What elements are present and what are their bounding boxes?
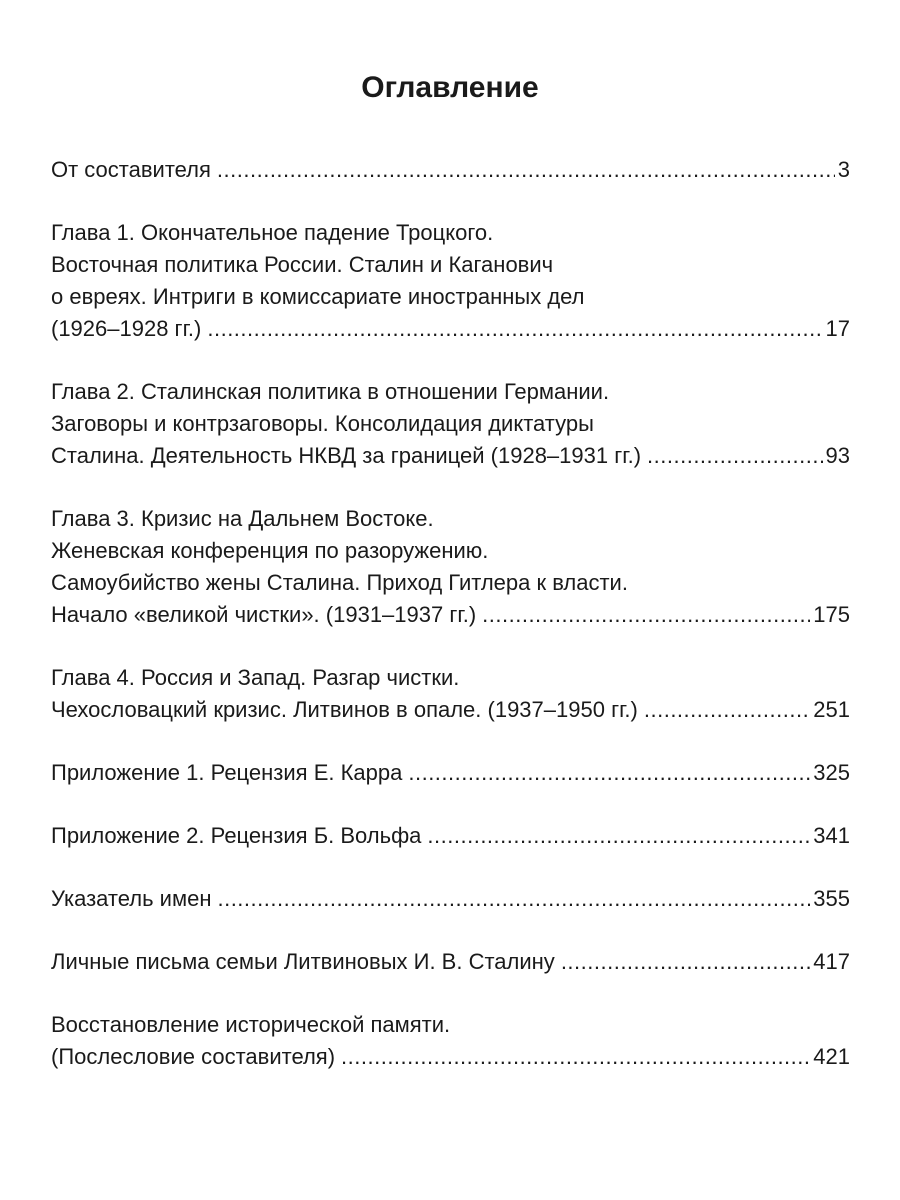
toc-entry[interactable] xyxy=(51,883,850,915)
toc-entry-text: Восточная политика России. Сталин и Каганович xyxy=(51,252,554,277)
toc-entry[interactable] xyxy=(51,1009,850,1073)
toc-entry-text: Восстановление исторической памяти. xyxy=(51,1012,451,1037)
toc-entry-text: Женевская конференция по разоружению. xyxy=(51,538,489,563)
toc-entry-text: Чехословацкий кризис. Литвинов в опале. (1937–1950 гг.) xyxy=(51,697,638,722)
toc-entry-text: о евреях. Интриги в комиссариате иностранных дел xyxy=(51,284,585,309)
toc-entry[interactable] xyxy=(51,154,850,186)
toc-entry-text: (1926–1928 гг.) xyxy=(51,316,202,341)
toc-entry-text: Глава 1. Окончательное падение Троцкого. xyxy=(51,220,494,245)
toc-entry[interactable] xyxy=(51,820,850,852)
toc-entry-last-line xyxy=(51,820,850,852)
toc-entry-text: Приложение 1. Рецензия Е. Карра xyxy=(51,760,403,785)
page-title: Оглавление xyxy=(361,71,539,104)
toc-entry-text: Приложение 2. Рецензия Б. Вольфа xyxy=(51,823,422,848)
toc-page-number: 17 xyxy=(825,316,850,341)
dot-leader xyxy=(561,946,810,978)
toc-entry-text: Личные письма семьи Литвиновых И. В. Сталину xyxy=(51,949,555,974)
toc-entry-text: Глава 2. Сталинская политика в отношении Германии. xyxy=(51,379,610,404)
toc-entry[interactable] xyxy=(51,757,850,789)
dot-leader xyxy=(644,694,810,726)
toc-page-number: 93 xyxy=(825,443,850,468)
toc-entry[interactable] xyxy=(51,217,850,345)
toc-page-number: 417 xyxy=(813,949,850,974)
toc-page-number: 251 xyxy=(813,697,850,722)
toc-entry-last-line xyxy=(51,440,850,472)
dot-leader xyxy=(207,313,822,345)
toc-entry-last-line xyxy=(51,154,850,186)
toc-entry[interactable] xyxy=(51,376,850,472)
toc-entry-text: Глава 4. Россия и Запад. Разгар чистки. xyxy=(51,665,460,690)
toc-entry-text: Начало «великой чистки». (1931–1937 гг.) xyxy=(51,602,477,627)
dot-leader xyxy=(427,820,810,852)
toc-entry-text: Сталина. Деятельность НКВД за границей (1928–1931 гг.) xyxy=(51,443,642,468)
toc-entry-last-line xyxy=(51,694,850,726)
toc-entry-last-line xyxy=(51,599,850,631)
toc-entry-text: Самоубийство жены Сталина. Приход Гитлера к власти. xyxy=(51,570,628,595)
table-of-contents xyxy=(51,154,850,1104)
toc-entry-last-line xyxy=(51,883,850,915)
toc-entry-text: От составителя xyxy=(51,157,211,182)
toc-entry-last-line xyxy=(51,946,850,978)
toc-entry-text: Глава 3. Кризис на Дальнем Востоке. xyxy=(51,506,434,531)
toc-entry-last-line xyxy=(51,757,850,789)
toc-page-number: 175 xyxy=(813,602,850,627)
toc-page-number: 355 xyxy=(813,886,850,911)
toc-entry[interactable] xyxy=(51,946,850,978)
toc-page-number: 341 xyxy=(813,823,850,848)
dot-leader xyxy=(408,757,810,789)
dot-leader xyxy=(341,1041,810,1073)
toc-page-number: 325 xyxy=(813,760,850,785)
toc-entry-text: (Послесловие составителя) xyxy=(51,1044,336,1069)
dot-leader xyxy=(217,883,810,915)
toc-page-number: 421 xyxy=(813,1044,850,1069)
dot-leader xyxy=(647,440,822,472)
toc-page-number: 3 xyxy=(837,157,850,182)
toc-entry-last-line xyxy=(51,1041,850,1073)
toc-entry-last-line xyxy=(51,313,850,345)
toc-entry[interactable] xyxy=(51,503,850,631)
toc-entry-text: Указатель имен xyxy=(51,886,212,911)
toc-entry[interactable] xyxy=(51,662,850,726)
toc-entry-text: Заговоры и контрзаговоры. Консолидация диктатуры xyxy=(51,411,594,436)
dot-leader xyxy=(217,154,835,186)
dot-leader xyxy=(482,599,810,631)
